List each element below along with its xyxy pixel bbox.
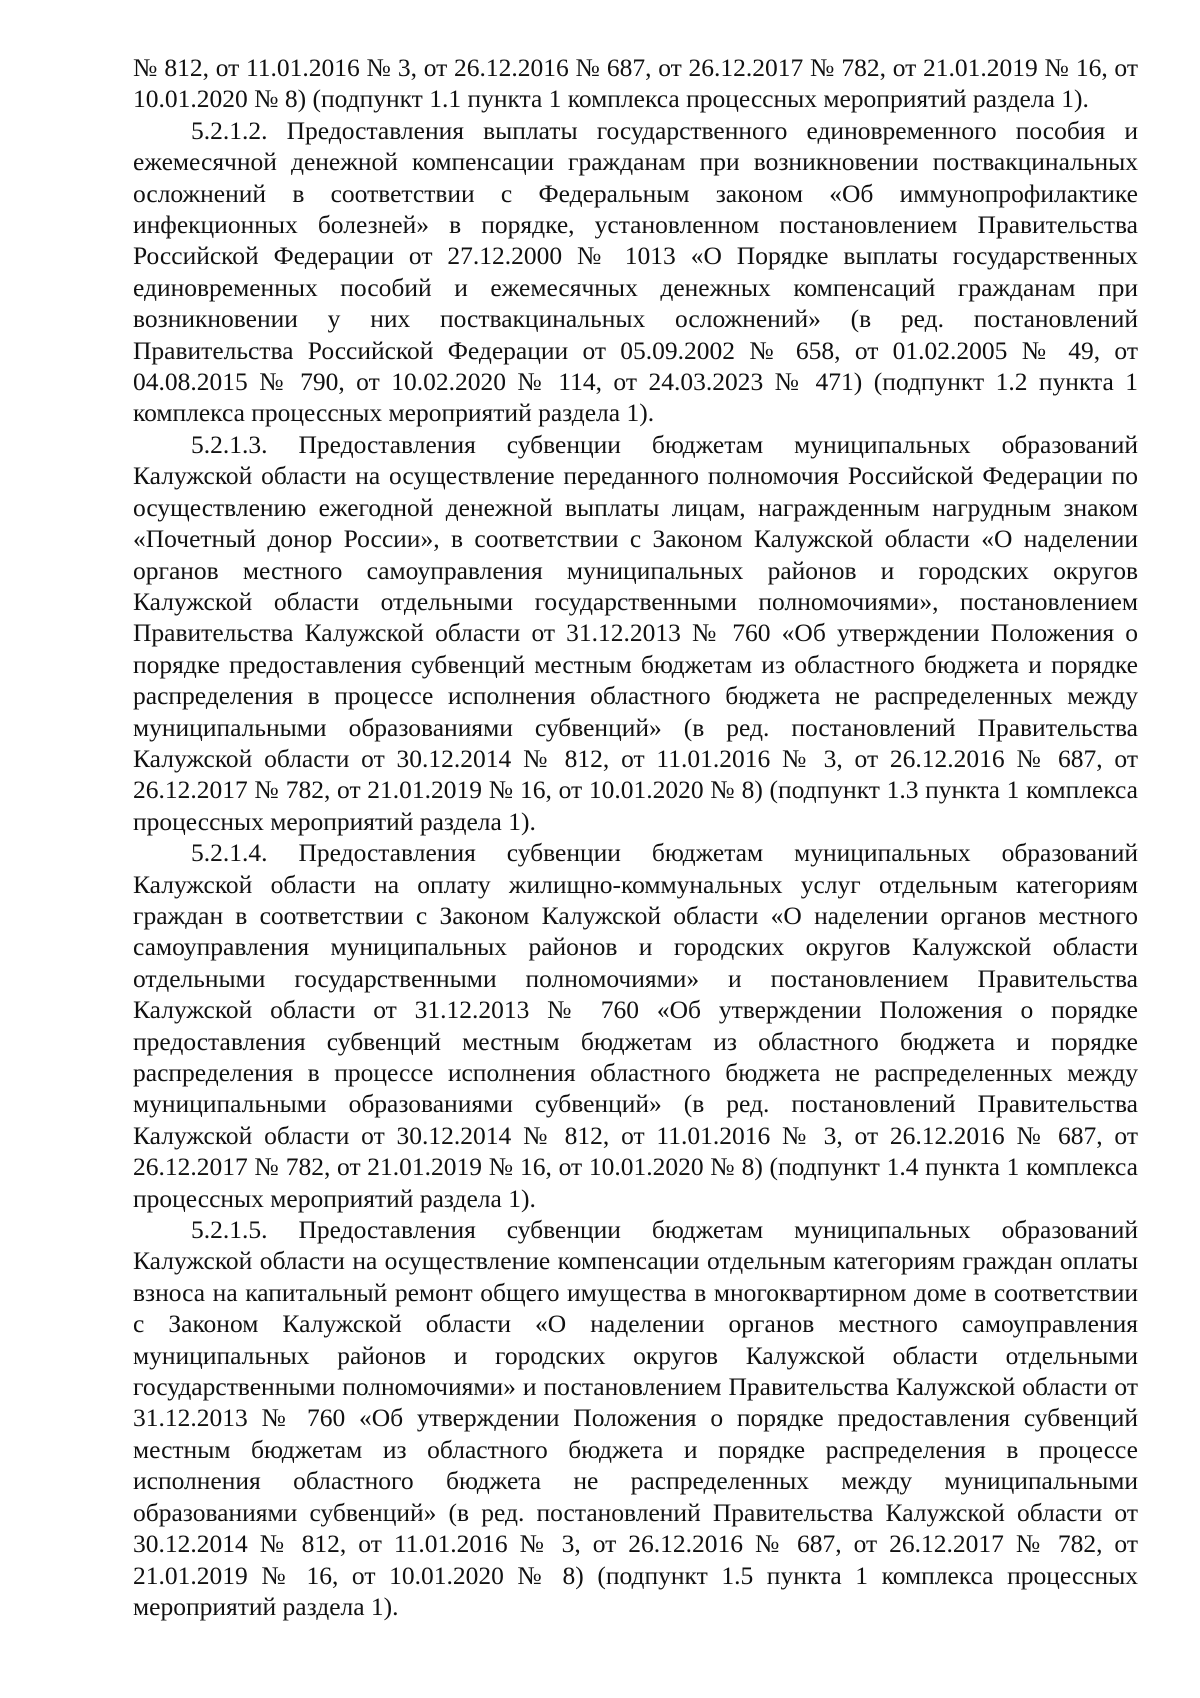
paragraph-5-2-1-5: 5.2.1.5. Предоставления субвенции бюджетам муниципальных образований Калужской области на осуществление компенсации отдельным категориям граждан оплаты взноса на капитальный ремонт общего имущества в многоквартирном доме в соответствии с Законом Калужской области «О наделении органов местного самоуправления муниципальных районов и городских округов Калужской области отдельными государственными полномочиями» и постановлением Правительства Калужской области от 31.12.2013 № 760 «Об утверждении Положения о порядке предоставления субвенций местным бюджетам из областного бюджета и порядке распределения в процессе исполнения областного бюджета не распределенных между муниципальными образованиями субвенций» (в ред. постановлений Правительства Калужской области от 30.12.2014 № 812, от 11.01.2016 № 3, от 26.12.2016 № 687, от 26.12.2017 № 782, от 21.01.2019 № 16, от 10.01.2020 № 8) (подпункт 1.5 пункта 1 комплекса процессных мероприятий раздела 1). xyxy=(133,1215,1138,1621)
paragraph-5-2-1-4: 5.2.1.4. Предоставления субвенции бюджетам муниципальных образований Калужской области на оплату жилищно-коммунальных услуг отдельным категориям граждан в соответствии с Законом Калужской области «О наделении органов местного самоуправления муниципальных районов и городских округов Калужской области отдельными государственными полномочиями» и постановлением Правительства Калужской области от 31.12.2013 № 760 «Об утверждении Положения о порядке предоставления субвенций местным бюджетам из областного бюджета и порядке распределения в процессе исполнения областного бюджета не распределенных между муниципальными образованиями субвенций» (в ред. постановлений Правительства Калужской области от 30.12.2014 № 812, от 11.01.2016 № 3, от 26.12.2016 № 687, от 26.12.2017 № 782, от 21.01.2019 № 16, от 10.01.2020 № 8) (подпункт 1.4 пункта 1 комплекса процессных мероприятий раздела 1). xyxy=(133,838,1138,1213)
paragraph-5-2-1-2: 5.2.1.2. Предоставления выплаты государственного единовременного пособия и ежемесячной денежной компенсации гражданам при возникновении поствакцинальных осложнений в соответствии с Федеральным законом «Об иммунопрофилактике инфекционных болезней» в порядке, установленном постановлением Правительства Российской Федерации от 27.12.2000 № 1013 «О Порядке выплаты государственных единовременных пособий и ежемесячных денежных компенсаций гражданам при возникновении у них поствакцинальных осложнений» (в ред. постановлений Правительства Российской Федерации от 05.09.2002 № 658, от 01.02.2005 № 49, от 04.08.2015 № 790, от 10.02.2020 № 114, от 24.03.2023 № 471) (подпункт 1.2 пункта 1 комплекса процессных мероприятий раздела 1). xyxy=(133,115,1138,428)
paragraph-5-2-1-3: 5.2.1.3. Предоставления субвенции бюджетам муниципальных образований Калужской области на осуществление переданного полномочия Российской Федерации по осуществлению ежегодной денежной выплаты лицам, награжденным нагрудным знаком «Почетный донор России», в соответствии с Законом Калужской области «О наделении органов местного самоуправления муниципальных районов и городских округов Калужской области отдельными государственными полномочиями», постановлением Правительства Калужской области от 31.12.2013 № 760 «Об утверждении Положения о порядке предоставления субвенций местным бюджетам из областного бюджета и порядке распределения в процессе исполнения областного бюджета не распределенных между муниципальными образованиями субвенций» (в ред. постановлений Правительства Калужской области от 30.12.2014 № 812, от 11.01.2016 № 3, от 26.12.2016 № 687, от 26.12.2017 № 782, от 21.01.2019 № 16, от 10.01.2020 № 8) (подпункт 1.3 пункта 1 комплекса процессных мероприятий раздела 1). xyxy=(133,429,1138,836)
document-page xyxy=(133,52,1138,1622)
paragraph-continuation: № 812, от 11.01.2016 № 3, от 26.12.2016 № 687, от 26.12.2017 № 782, от 21.01.2019 № 16, от 10.01.2020 № 8) (подпункт 1.1 пункта 1 комплекса процессных мероприятий раздела 1). xyxy=(133,53,1138,114)
